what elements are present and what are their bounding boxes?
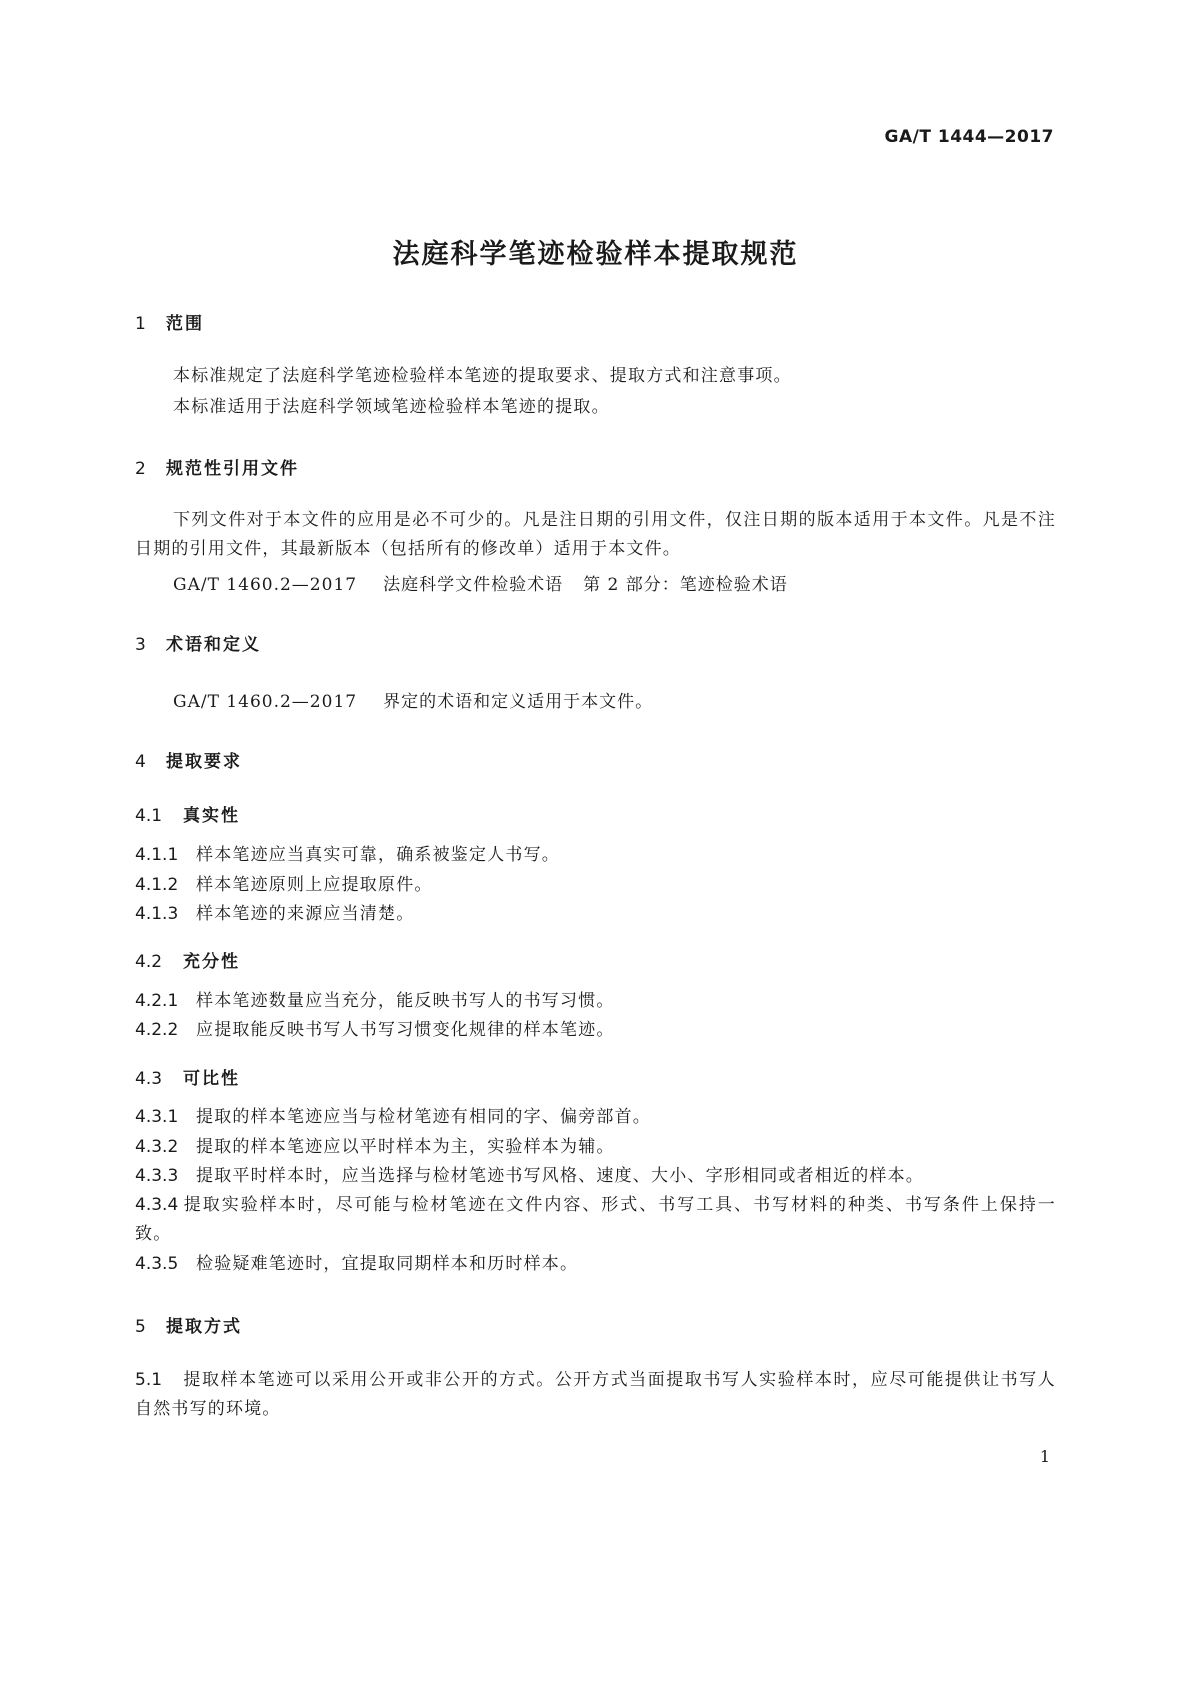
- section-number: 5: [135, 1317, 146, 1337]
- clause-number: 4.3.5: [135, 1254, 179, 1274]
- paragraph-text: 界定的术语和定义适用于本文件。: [383, 692, 654, 712]
- clause-number: 4.3.4: [135, 1195, 179, 1215]
- reference-part: 第 2 部分：笔迹检验术语: [583, 575, 788, 595]
- subsection-4-1-heading: [135, 801, 240, 826]
- clause-4-2-1: [135, 987, 1056, 1016]
- section-3-paragraph: [173, 687, 653, 712]
- section-title: 规范性引用文件: [166, 459, 299, 479]
- clause-text: 样本笔迹数量应当充分，能反映书写人的书写习惯。: [196, 991, 615, 1011]
- clause-4-3-3: [135, 1162, 1056, 1191]
- section-3-heading: [135, 630, 261, 655]
- subsection-4-2-heading: [135, 947, 240, 972]
- clause-4-1-1: [135, 841, 1056, 870]
- section-4-heading: [135, 747, 242, 772]
- clause-text: 检验疑难笔迹时，宜提取同期样本和历时样本。: [196, 1254, 579, 1274]
- clause-number: 4.1.2: [135, 875, 179, 895]
- clause-text: 样本笔迹的来源应当清楚。: [196, 904, 415, 924]
- section-number: 3: [135, 635, 146, 655]
- clause-text: 样本笔迹应当真实可靠，确系被鉴定人书写。: [196, 845, 560, 865]
- clause-number: 4.3.3: [135, 1166, 179, 1186]
- clause-4-3-4: [135, 1191, 1056, 1249]
- clause-number: 4.2.1: [135, 991, 179, 1011]
- section-number: 4: [135, 752, 146, 772]
- clause-number: 4.1.3: [135, 904, 179, 924]
- subsection-number: 4.1: [135, 806, 163, 826]
- section-2-heading: [135, 454, 299, 479]
- clause-text: 应提取能反映书写人书写习惯变化规律的样本笔迹。: [196, 1020, 615, 1040]
- document-body: [135, 0, 1056, 1684]
- clause-text: 提取实验样本时，尽可能与检材笔迹在文件内容、形式、书写工具、书写材料的种类、书写条件上保持一致。: [135, 1195, 1056, 1244]
- section-2-paragraph: 下列文件对于本文件的应用是必不可少的。凡是注日期的引用文件，仅注日期的版本适用于本文件。凡是不注日期的引用文件，其最新版本（包括所有的修改单）适用于本文件。: [135, 510, 1056, 559]
- clause-4-3-5: [135, 1250, 1056, 1279]
- section-title: 术语和定义: [166, 635, 261, 655]
- reference-code: GA/T 1460.2—2017: [173, 575, 358, 595]
- subsection-title: 充分性: [183, 952, 240, 972]
- clause-number: 4.1.1: [135, 845, 179, 865]
- clause-number: 4.3.1: [135, 1107, 179, 1127]
- clause-4-2-2: [135, 1016, 1056, 1045]
- standard-code: GA/T 1444—2017: [884, 127, 1054, 147]
- subsection-title: 可比性: [183, 1069, 240, 1089]
- section-5-heading: [135, 1312, 242, 1337]
- section-1-paragraph: 本标准规定了法庭科学笔迹检验样本笔迹的提取要求、提取方式和注意事项。: [173, 366, 792, 386]
- section-1-paragraph: 本标准适用于法庭科学领域笔迹检验样本笔迹的提取。: [173, 397, 610, 417]
- clause-number: 4.2.2: [135, 1020, 179, 1040]
- reference-code: GA/T 1460.2—2017: [173, 692, 358, 712]
- clause-text: 提取的样本笔迹应当与检材笔迹有相同的字、偏旁部首。: [196, 1107, 651, 1127]
- clause-number: 5.1: [135, 1370, 163, 1390]
- section-number: 2: [135, 459, 146, 479]
- section-1-heading: [135, 309, 204, 334]
- clause-4-3-2: [135, 1133, 1056, 1162]
- page-number: 1: [1039, 1447, 1050, 1466]
- section-number: 1: [135, 314, 146, 334]
- clause-text: 提取的样本笔迹应以平时样本为主，实验样本为辅。: [196, 1137, 615, 1157]
- clause-5-1: [135, 1366, 1056, 1424]
- reference-title: 法庭科学文件检验术语: [383, 575, 564, 595]
- clause-text: 提取样本笔迹可以采用公开或非公开的方式。公开方式当面提取书写人实验样本时，应尽可能提供让书写人自然书写的环境。: [135, 1370, 1056, 1419]
- normative-reference: [173, 570, 788, 595]
- subsection-number: 4.3: [135, 1069, 163, 1089]
- clause-4-1-2: [135, 871, 1056, 900]
- section-title: 提取方式: [166, 1317, 242, 1337]
- clause-text: 提取平时样本时，应当选择与检材笔迹书写风格、速度、大小、字形相同或者相近的样本。: [196, 1166, 924, 1186]
- clause-number: 4.3.2: [135, 1137, 179, 1157]
- document-title: 法庭科学笔迹检验样本提取规范: [392, 239, 799, 270]
- clause-4-3-1: [135, 1103, 1056, 1132]
- clause-4-1-3: [135, 900, 1056, 929]
- subsection-number: 4.2: [135, 952, 163, 972]
- section-title: 范围: [166, 314, 204, 334]
- subsection-title: 真实性: [183, 806, 240, 826]
- section-title: 提取要求: [166, 752, 242, 772]
- clause-text: 样本笔迹原则上应提取原件。: [196, 875, 433, 895]
- subsection-4-3-heading: [135, 1064, 240, 1089]
